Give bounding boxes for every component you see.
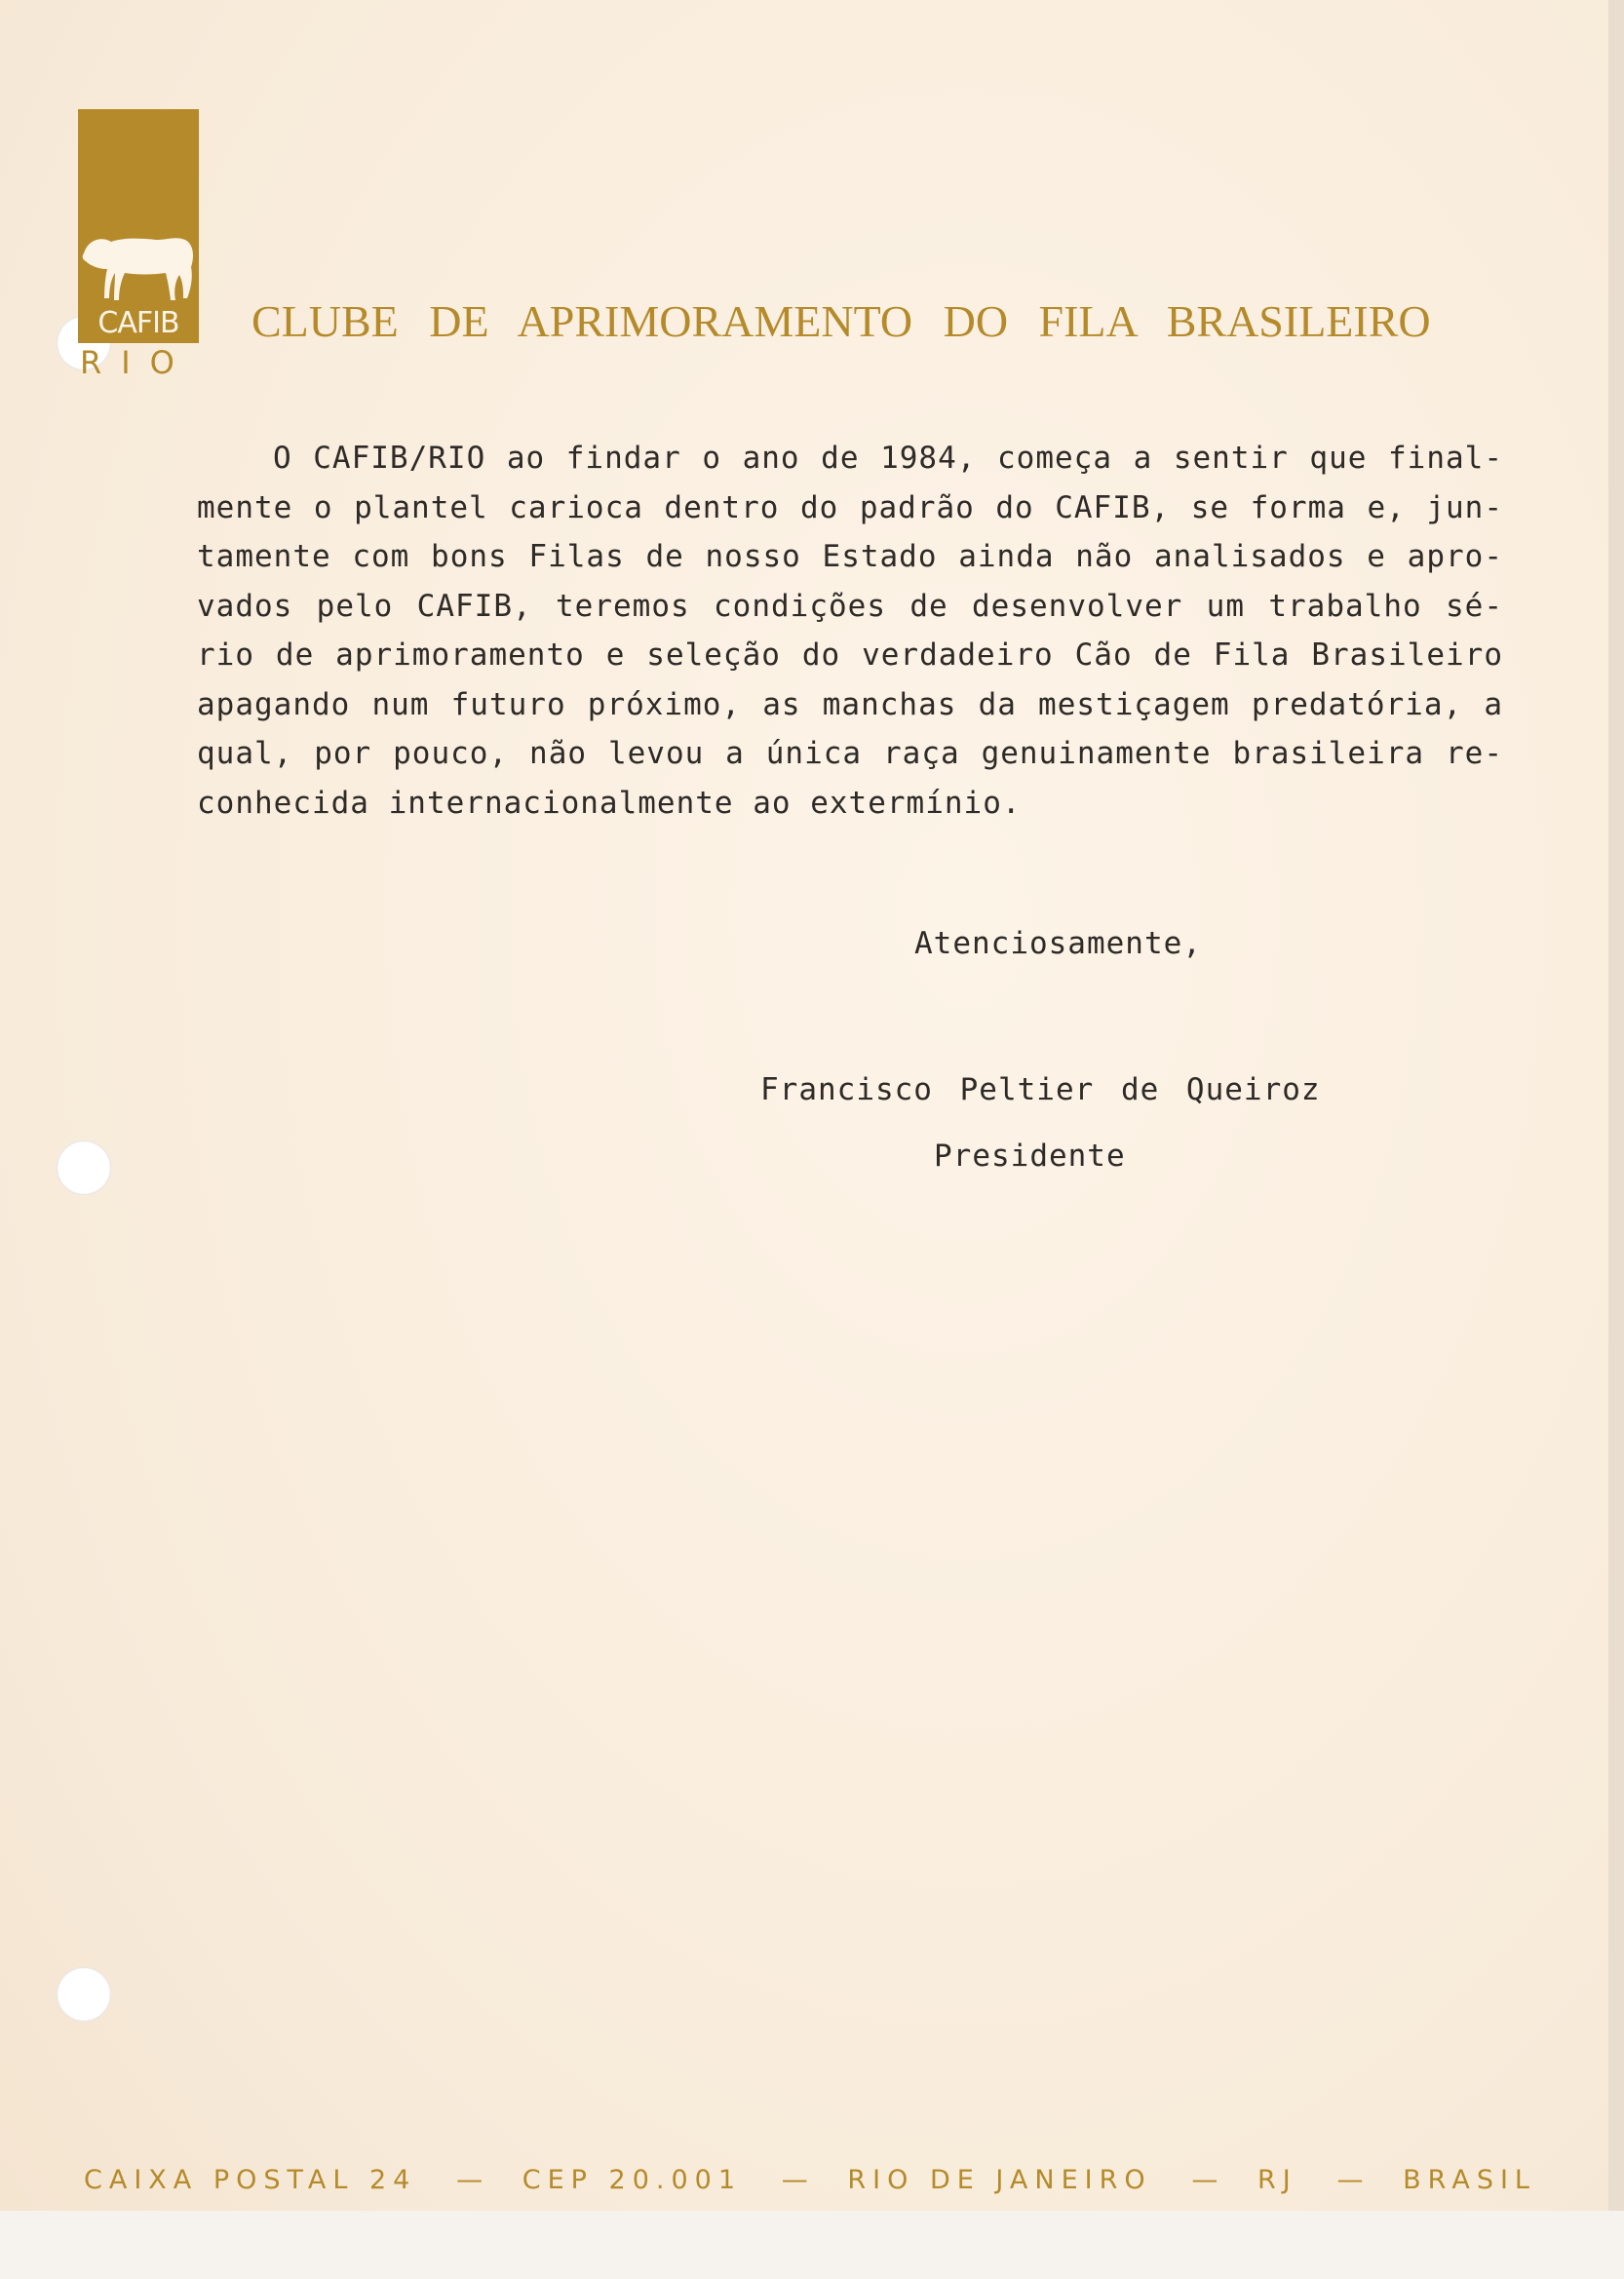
footer-state: RJ <box>1257 2164 1297 2195</box>
closing-salutation: Atenciosamente, <box>914 926 1202 961</box>
body-line: tamente com bons Filas de nosso Estado ainda não analisados e apro- <box>197 539 1503 574</box>
body-line: vados pelo CAFIB, teremos condições de desenvolver um trabalho sé- <box>197 588 1503 624</box>
signer-title: Presidente <box>934 1139 1126 1174</box>
body-line: qual, por pouco, não levou a única raça genuinamente brasileira re- <box>197 736 1503 771</box>
footer-separator: — <box>781 2164 808 2195</box>
footer-separator: — <box>1191 2164 1218 2195</box>
cafib-logo <box>78 109 199 343</box>
organization-title: CLUBE DE APRIMORAMENTO DO FILA BRASILEIRO <box>251 296 1431 346</box>
letterhead-footer <box>84 2160 1536 2199</box>
footer-city: RIO DE JANEIRO <box>847 2164 1152 2195</box>
logo-wordmark: CAFIB <box>97 306 179 340</box>
scan-margin <box>0 2211 1624 2279</box>
body-line: conhecida internacionalmente ao extermínio. <box>197 785 1022 821</box>
body-line: O CAFIB/RIO ao findar o ano de 1984, começa a sentir que final- <box>273 441 1503 476</box>
footer-separator: — <box>456 2164 483 2195</box>
paper-edge <box>1608 0 1624 2279</box>
logo-subtext: RIO <box>80 344 194 381</box>
letter-body <box>197 434 1503 828</box>
body-line: rio de aprimoramento e seleção do verdadeiro Cão de Fila Brasileiro <box>197 637 1503 673</box>
footer-country: BRASIL <box>1403 2164 1536 2195</box>
footer-separator: — <box>1336 2164 1364 2195</box>
punch-hole-middle <box>57 1140 111 1195</box>
footer-po-box: CAIXA POSTAL 24 <box>84 2164 417 2195</box>
body-line: mente o plantel carioca dentro do padrão do CAFIB, se forma e, jun- <box>197 489 1503 525</box>
punch-hole-bottom <box>57 1967 111 2022</box>
fila-dog-icon <box>78 216 199 314</box>
signer-name: Francisco Peltier de Queiroz <box>760 1072 1321 1107</box>
footer-postal-code: CEP 20.001 <box>522 2164 743 2195</box>
body-line: apagando num futuro próximo, as manchas da mestiçagem predatória, a <box>197 686 1503 722</box>
